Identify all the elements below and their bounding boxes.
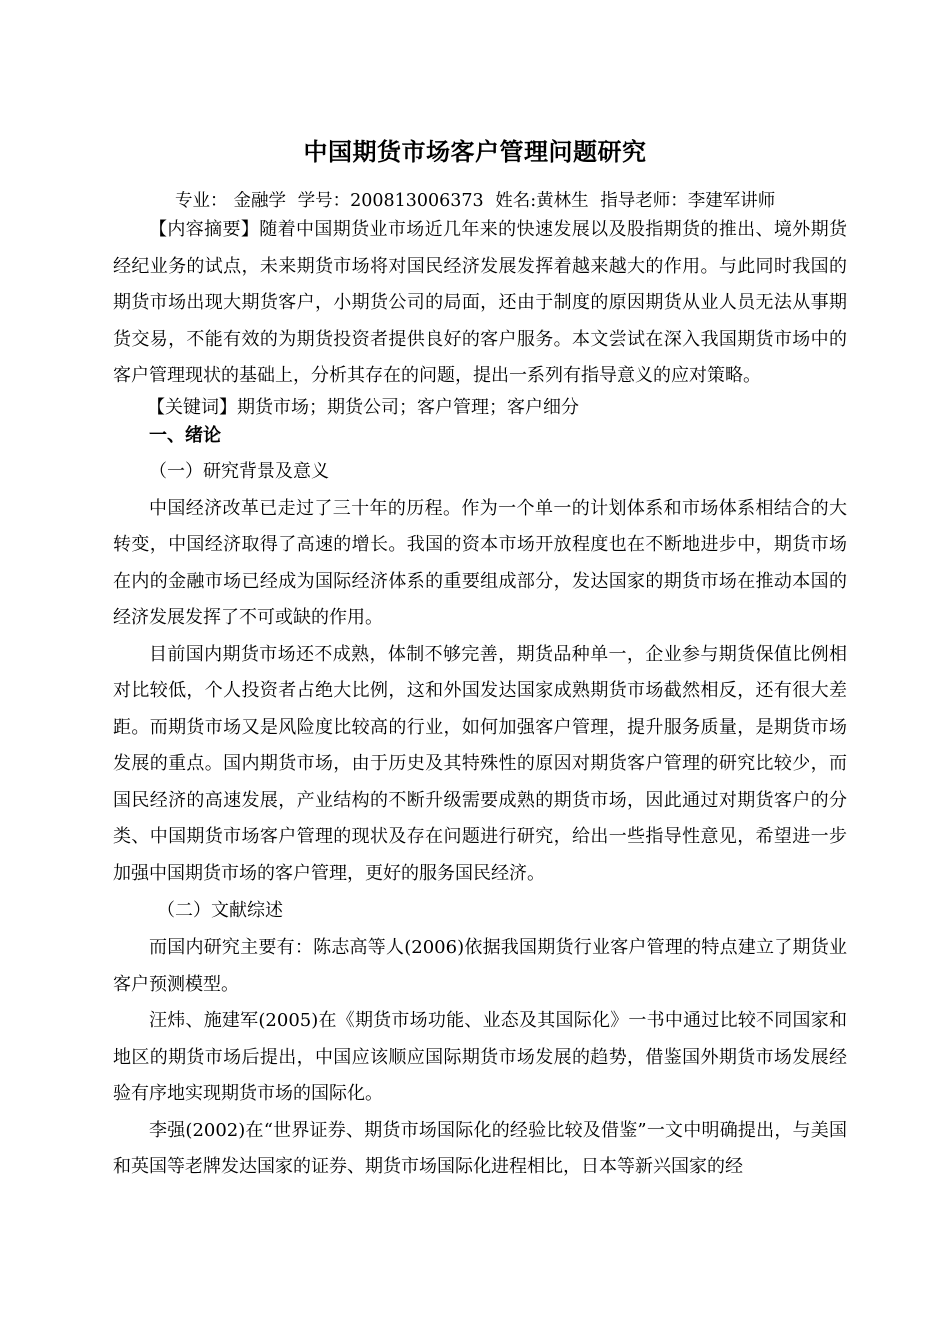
name-label: 姓名: <box>495 191 537 211</box>
advisor-value: 李建军讲师 <box>687 191 776 211</box>
advisor-label: 指导老师： <box>600 191 688 211</box>
paper-body <box>113 212 847 1186</box>
abstract-paragraph: 【内容摘要】随着中国期货业市场近几年来的快速发展以及股指期货的推出、境外期货经纪业务的试点，未来期货市场将对国民经济发展发挥着越来越大的作用。与此同时我国的期货市场出现大期货客户，小期货公司的局面，还由于制度的原因期货从业人员无法从事期货交易，不能有效的为期货投资者提供良好的客户服务。本文尝试在深入我国期货市场中的客户管理现状的基础上，分析其存在的问题，提出一系列有指导意义的应对策略。 <box>113 219 847 386</box>
section-heading-introduction: 一、绪论 <box>149 424 221 446</box>
subsection-heading-literature-review: （二）文献综述 <box>157 900 283 921</box>
author-info <box>175 187 781 212</box>
student-id-value: 200813006373 <box>350 191 484 211</box>
paper-title: 中国期货市场客户管理问题研究 <box>303 138 647 166</box>
student-id-label: 学号： <box>297 191 351 211</box>
body-paragraph: 李强(2002)在“世界证券、期货市场国际化的经验比较及借鉴”一文中明确提出，与美国和英国等老牌发达国家的证券、期货市场国际化进程相比，日本等新兴国家的经 <box>113 1119 847 1177</box>
major-label: 专业： <box>175 191 228 211</box>
subsection-heading-background: （一）研究背景及意义 <box>149 460 329 482</box>
major-value: 金融学 <box>233 191 286 211</box>
body-paragraph: 中国经济改革已走过了三十年的历程。作为一个单一的计划体系和市场体系相结合的大转变，中国经济取得了高速的增长。我国的资本市场开放程度也在不断地进步中，期货市场在内的金融市场已经成为国际经济体系的重要组成部分，发达国家的期货市场在推动本国的经济发展发挥了不可或缺的作用。 <box>113 497 847 628</box>
body-paragraph: 目前国内期货市场还不成熟，体制不够完善，期货品种单一，企业参与期货保值比例相对比较低，个人投资者占绝大比例，这和外国发达国家成熟期货市场截然相反，还有很大差距。而期货市场又是风险度比较高的行业，如何加强客户管理，提升服务质量，是期货市场发展的重点。国内期货市场，由于历史及其特殊性的原因对期货客户管理的研究比较少，而国民经济的高速发展，产业结构的不断升级需要成熟的期货市场，因此通过对期货客户的分类、中国期货市场客户管理的现状及存在问题进行研究，给出一些指导性意见，希望进一步加强中国期货市场的客户管理，更好的服务国民经济。 <box>113 643 847 884</box>
body-paragraph: 汪炜、施建军(2005)在《期货市场功能、业态及其国际化》一书中通过比较不同国家和地区的期货市场后提出，中国应该顺应国际期货市场发展的趋势，借鉴国外期货市场发展经验有序地实现期货市场的国际化。 <box>113 1010 847 1104</box>
keywords-line: 【关键词】期货市场；期货公司；客户管理；客户细分 <box>147 396 579 418</box>
name-value: 黄林生 <box>536 191 589 211</box>
body-paragraph: 而国内研究主要有：陈志高等人(2006)依据我国期货行业客户管理的特点建立了期货业客户预测模型。 <box>113 937 847 995</box>
